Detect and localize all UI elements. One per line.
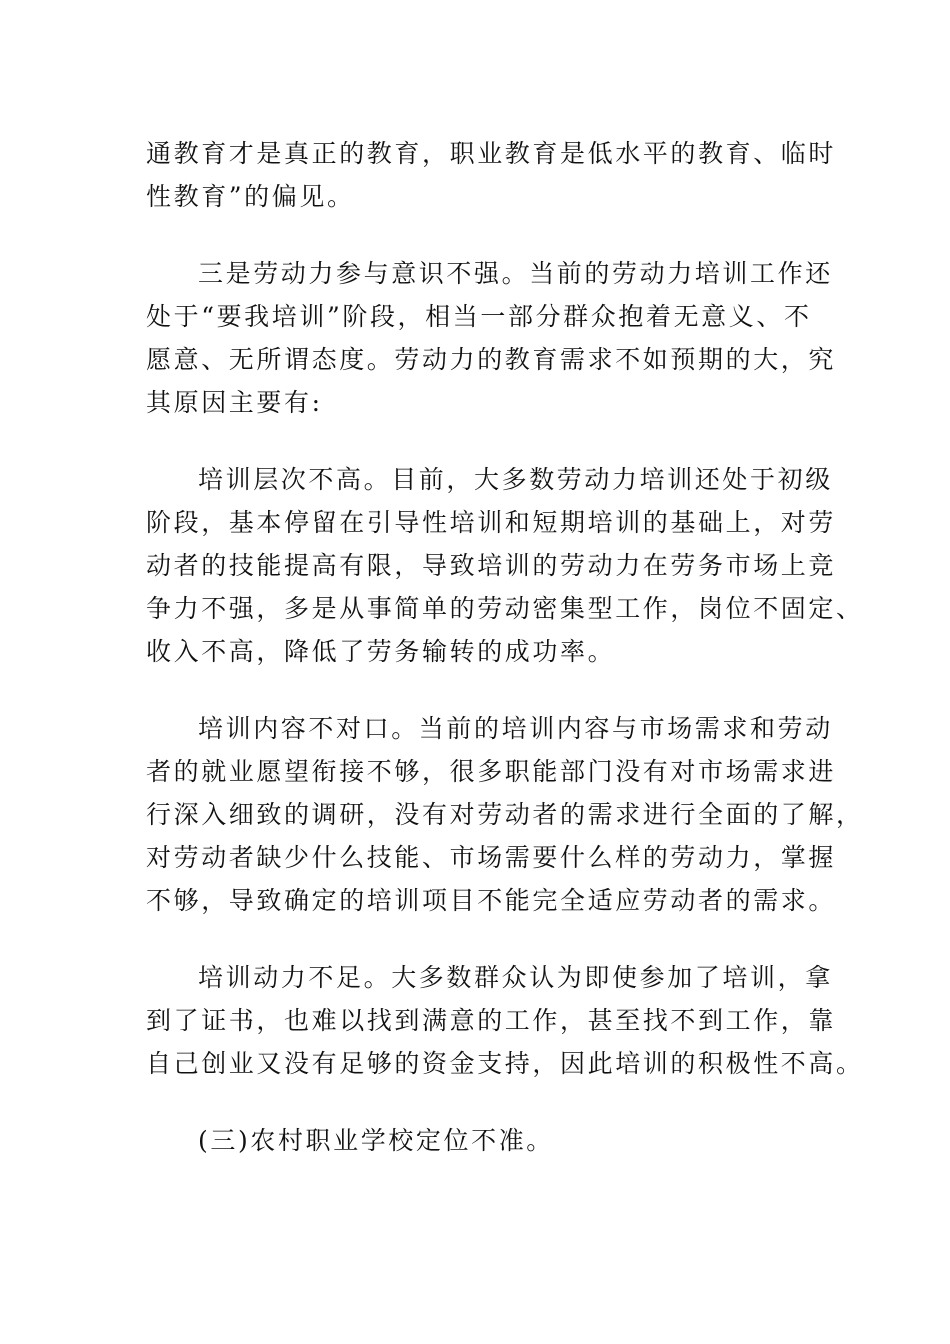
- section-heading: [146, 1119, 796, 1162]
- text-line: 培训内容不对口。当前的培训内容与市场需求和劳动: [198, 714, 833, 743]
- document-body: [146, 132, 864, 1162]
- paragraph-continuation: [146, 132, 837, 218]
- text-line: 对劳动者缺少什么技能、市场需要什么样的劳动力，掌握: [146, 843, 837, 872]
- paragraph-participation: [146, 252, 837, 424]
- text-line: 收入不高，降低了劳务输转的成功率。: [146, 637, 616, 666]
- paragraph-training-motivation: [146, 956, 864, 1085]
- text-line: 动者的技能提高有限，导致培训的劳动力在劳务市场上竞: [146, 551, 837, 580]
- text-line: 其原因主要有:: [146, 388, 323, 417]
- text-line: 阶段，基本停留在引导性培训和短期培训的基础上，对劳: [146, 508, 837, 537]
- text-line: 通教育才是真正的教育，职业教育是低水平的教育、临时: [146, 139, 837, 168]
- text-line: 不够，导致确定的培训项目不能完全适应劳动者的需求。: [146, 886, 837, 915]
- text-line: (三)农村职业学校定位不准。: [198, 1126, 554, 1155]
- text-line: 愿意、无所谓态度。劳动力的教育需求不如预期的大，究: [146, 345, 837, 374]
- text-line: 行深入细致的调研，没有对劳动者的需求进行全面的了解，: [146, 800, 864, 829]
- text-line: 培训层次不高。目前，大多数劳动力培训还处于初级: [198, 465, 833, 494]
- text-line: 到了证书，也难以找到满意的工作，甚至找不到工作，靠: [146, 1006, 837, 1035]
- text-line: 性教育”的偏见。: [146, 182, 355, 211]
- text-line: 争力不强，多是从事简单的劳动密集型工作，岗位不固定、: [146, 594, 864, 623]
- text-line: 三是劳动力参与意识不强。当前的劳动力培训工作还: [198, 259, 833, 288]
- text-line: 自己创业又没有足够的资金支持，因此培训的积极性不高。: [146, 1049, 864, 1078]
- text-line: 培训动力不足。大多数群众认为即使参加了培训，拿: [198, 963, 833, 992]
- text-line: 处于“要我培训”阶段，相当一部分群众抱着无意义、不: [146, 302, 812, 331]
- paragraph-training-content: [146, 707, 864, 922]
- text-line: 者的就业愿望衔接不够，很多职能部门没有对市场需求进: [146, 757, 837, 786]
- paragraph-training-level: [146, 458, 864, 673]
